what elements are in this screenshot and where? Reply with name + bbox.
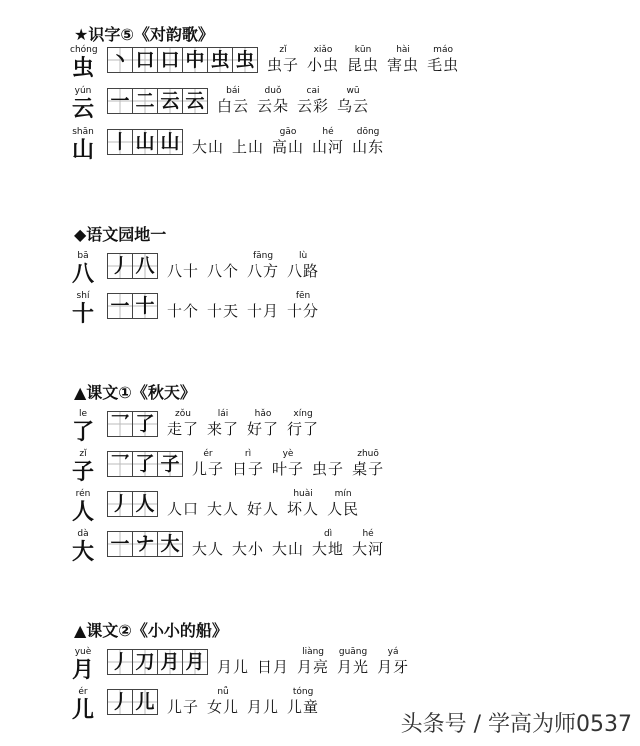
stroke-cell: 丨	[107, 129, 133, 155]
character-pinyin: dà	[77, 529, 89, 539]
stroke-grid	[107, 293, 158, 319]
word-pinyin: hài	[396, 45, 410, 55]
word-text: 大小	[232, 540, 265, 558]
word-text: 乌云	[337, 97, 370, 115]
word	[287, 250, 319, 280]
word	[287, 408, 319, 438]
stroke-cell: 一	[107, 293, 133, 319]
stroke-grid	[107, 649, 208, 675]
word-text: 月牙	[377, 658, 410, 676]
word	[167, 488, 199, 518]
character-pinyin: zǐ	[79, 449, 87, 459]
word-text: 人民	[327, 500, 360, 518]
word	[192, 528, 224, 558]
word-text: 人口	[167, 500, 200, 518]
stroke-cell: 十	[132, 293, 158, 319]
word	[267, 44, 299, 74]
character-pinyin: yún	[74, 86, 92, 96]
word-pinyin: ér	[203, 449, 213, 459]
word-text: 高山	[272, 138, 305, 156]
stroke-cell: 一	[107, 88, 133, 114]
stroke-cell: 乛	[107, 411, 133, 437]
character-hanzi: 子	[71, 459, 94, 485]
word	[352, 528, 384, 558]
stroke-grid	[107, 253, 158, 279]
word	[272, 448, 304, 478]
stroke-grid	[107, 47, 258, 73]
word-text: 好了	[247, 420, 280, 438]
character-pinyin: bā	[77, 251, 89, 261]
word-text: 大山	[272, 540, 305, 558]
word-text: 八十	[167, 262, 200, 280]
word-text: 坏人	[287, 500, 320, 518]
word	[247, 250, 279, 280]
stroke-cell: 二	[132, 88, 158, 114]
stroke-cell: 中	[182, 47, 208, 73]
word-text: 大地	[312, 540, 345, 558]
character	[70, 408, 96, 444]
word-text: 好人	[247, 500, 280, 518]
word-text: 儿童	[287, 698, 320, 716]
word-list	[192, 528, 384, 558]
stroke-cell: 大	[157, 531, 183, 557]
word-text: 上山	[232, 138, 265, 156]
word-pinyin: fāng	[252, 251, 274, 261]
word-text: 八方	[247, 262, 280, 280]
word	[247, 686, 279, 716]
word-text: 虫子	[312, 460, 345, 478]
word-list	[267, 44, 459, 74]
word-pinyin: yá	[387, 647, 399, 657]
stroke-grid	[107, 689, 158, 715]
word	[232, 528, 264, 558]
word	[207, 686, 239, 716]
section-title: ◆语文园地一	[74, 225, 167, 244]
word	[312, 126, 344, 156]
watermark: 头条号 / 学高为师0537	[400, 712, 632, 737]
word-list	[167, 290, 319, 320]
word	[327, 488, 359, 518]
stroke-cell: 虫	[232, 47, 258, 73]
character-pinyin: rén	[75, 489, 91, 499]
word-text: 叶子	[272, 460, 305, 478]
word	[272, 126, 304, 156]
word	[247, 408, 279, 438]
character	[70, 250, 96, 286]
word	[232, 448, 264, 478]
stroke-cell: 口	[132, 47, 158, 73]
word-text: 八个	[207, 262, 240, 280]
character-hanzi: 大	[71, 539, 94, 565]
word-pinyin: lù	[298, 251, 308, 261]
word-pinyin: máo	[433, 45, 453, 55]
character	[70, 85, 96, 121]
word-pinyin: dōng	[356, 127, 380, 137]
word-text: 月光	[337, 658, 370, 676]
character	[70, 448, 96, 484]
character-pinyin: le	[78, 409, 88, 419]
stroke-cell: 口	[157, 47, 183, 73]
word	[427, 44, 459, 74]
word	[217, 85, 249, 115]
stroke-cell: 八	[132, 253, 158, 279]
word-pinyin: hé	[322, 127, 334, 137]
word-text: 昆虫	[347, 56, 380, 74]
word	[207, 290, 239, 320]
word-text: 日子	[232, 460, 265, 478]
stroke-cell: 丿	[107, 649, 133, 675]
stroke-cell: 月	[182, 649, 208, 675]
character-hanzi: 山	[71, 137, 94, 163]
character-hanzi: 云	[71, 96, 94, 122]
character-hanzi: 十	[71, 301, 94, 327]
word	[167, 686, 199, 716]
word	[312, 528, 344, 558]
stroke-cell: 一	[107, 531, 133, 557]
stroke-grid	[107, 129, 183, 155]
word	[167, 250, 199, 280]
word-text: 十天	[207, 302, 240, 320]
character-hanzi: 了	[71, 419, 94, 445]
word-pinyin: mín	[334, 489, 352, 499]
word-pinyin: guāng	[338, 647, 368, 657]
character	[70, 646, 96, 682]
word-text: 十分	[287, 302, 320, 320]
word	[207, 250, 239, 280]
word	[337, 85, 369, 115]
word-text: 虫子	[267, 56, 300, 74]
section-title: ★识字⑤《对韵歌》	[74, 25, 214, 44]
word-text: 桌子	[352, 460, 385, 478]
word-pinyin: liàng	[302, 647, 324, 657]
word	[217, 646, 249, 676]
word	[247, 290, 279, 320]
stroke-cell: 乛	[107, 451, 133, 477]
word	[207, 408, 239, 438]
word	[297, 85, 329, 115]
character-hanzi: 虫	[71, 55, 94, 81]
stroke-cell: 了	[132, 411, 158, 437]
character	[70, 488, 96, 524]
section-title: ▲课文①《秋天》	[74, 383, 196, 402]
word-list	[167, 488, 359, 518]
word	[232, 126, 264, 156]
stroke-cell: 山	[157, 129, 183, 155]
stroke-cell: 人	[132, 491, 158, 517]
word-pinyin: hé	[362, 529, 374, 539]
stroke-grid	[107, 411, 158, 437]
word	[192, 126, 224, 156]
word	[352, 448, 384, 478]
stroke-grid	[107, 491, 158, 517]
stroke-grid	[107, 451, 183, 477]
word-pinyin: fēn	[295, 291, 311, 301]
word	[307, 44, 339, 74]
word	[207, 488, 239, 518]
word-list	[217, 646, 409, 676]
section-title: ▲课文②《小小的船》	[74, 621, 228, 640]
word	[347, 44, 379, 74]
word-pinyin: duǒ	[264, 86, 282, 96]
character-pinyin: chóng	[70, 45, 98, 55]
word	[297, 646, 329, 676]
word-text: 云彩	[297, 97, 330, 115]
character-hanzi: 月	[71, 657, 94, 683]
word-text: 大人	[207, 500, 240, 518]
word	[352, 126, 384, 156]
stroke-cell: 云	[157, 88, 183, 114]
word-list	[167, 250, 319, 280]
word-text: 小虫	[307, 56, 340, 74]
word	[272, 528, 304, 558]
word	[377, 646, 409, 676]
word-text: 大山	[192, 138, 225, 156]
word-pinyin: huài	[293, 489, 313, 499]
word	[387, 44, 419, 74]
stroke-grid	[107, 531, 183, 557]
word	[192, 448, 224, 478]
word-pinyin: xiǎo	[313, 45, 333, 55]
word-list	[167, 408, 319, 438]
word-text: 云朵	[257, 97, 290, 115]
word-pinyin: zǒu	[175, 409, 191, 419]
character	[70, 290, 96, 326]
word-pinyin: bái	[226, 86, 240, 96]
word-text: 日月	[257, 658, 290, 676]
word-text: 十月	[247, 302, 280, 320]
character-pinyin: shān	[72, 127, 94, 137]
word-pinyin: lái	[217, 409, 229, 419]
character-hanzi: 八	[71, 261, 94, 287]
character-hanzi: 儿	[71, 697, 94, 723]
character	[70, 126, 96, 162]
word	[257, 646, 289, 676]
word	[167, 408, 199, 438]
word	[287, 686, 319, 716]
stroke-cell: 虫	[207, 47, 233, 73]
character-pinyin: yuè	[74, 647, 92, 657]
word	[257, 85, 289, 115]
word-pinyin: kūn	[354, 45, 372, 55]
character	[70, 686, 96, 722]
stroke-grid	[107, 88, 208, 114]
stroke-cell: 了	[132, 451, 158, 477]
character-pinyin: shí	[76, 291, 90, 301]
word	[287, 290, 319, 320]
stroke-cell: 月	[157, 649, 183, 675]
word-pinyin: dì	[323, 529, 333, 539]
word-text: 山河	[312, 138, 345, 156]
word-text: 月儿	[217, 658, 250, 676]
word-text: 山东	[352, 138, 385, 156]
word-text: 十个	[167, 302, 200, 320]
character-hanzi: 人	[71, 499, 94, 525]
word	[287, 488, 319, 518]
word-list	[217, 85, 369, 115]
word-text: 月亮	[297, 658, 330, 676]
stroke-cell: ナ	[132, 531, 158, 557]
word-text: 大河	[352, 540, 385, 558]
word-pinyin: wū	[346, 86, 360, 96]
word-text: 八路	[287, 262, 320, 280]
word-text: 行了	[287, 420, 320, 438]
word-text: 毛虫	[427, 56, 460, 74]
word	[312, 448, 344, 478]
word-text: 害虫	[387, 56, 420, 74]
stroke-cell: 丿	[107, 253, 133, 279]
word-pinyin: gāo	[279, 127, 297, 137]
word-pinyin: tóng	[292, 687, 314, 697]
word-list	[192, 448, 384, 478]
word-pinyin: zǐ	[279, 45, 287, 55]
word-text: 女儿	[207, 698, 240, 716]
word-text: 白云	[217, 97, 250, 115]
word	[247, 488, 279, 518]
stroke-cell: 刀	[132, 649, 158, 675]
word-pinyin: xíng	[293, 409, 313, 419]
word-text: 月儿	[247, 698, 280, 716]
word-text: 儿子	[192, 460, 225, 478]
stroke-cell: 丿	[107, 491, 133, 517]
word	[167, 290, 199, 320]
word-text: 大人	[192, 540, 225, 558]
character	[70, 528, 96, 564]
word	[337, 646, 369, 676]
word-pinyin: yè	[282, 449, 294, 459]
word-pinyin: cai	[306, 86, 320, 96]
stroke-cell: 丶	[107, 47, 133, 73]
word-text: 走了	[167, 420, 200, 438]
word-list	[167, 686, 319, 716]
word-pinyin: hǎo	[254, 409, 272, 419]
word-pinyin: zhuō	[357, 449, 379, 459]
stroke-cell: 子	[157, 451, 183, 477]
character	[70, 44, 96, 80]
stroke-cell: 云	[182, 88, 208, 114]
word-pinyin: rì	[244, 449, 252, 459]
stroke-cell: 丿	[107, 689, 133, 715]
character-pinyin: ér	[78, 687, 88, 697]
word-list	[192, 126, 384, 156]
word-pinyin: nǚ	[217, 687, 229, 697]
stroke-cell: 山	[132, 129, 158, 155]
word-text: 儿子	[167, 698, 200, 716]
word-text: 来了	[207, 420, 240, 438]
stroke-cell: 儿	[132, 689, 158, 715]
